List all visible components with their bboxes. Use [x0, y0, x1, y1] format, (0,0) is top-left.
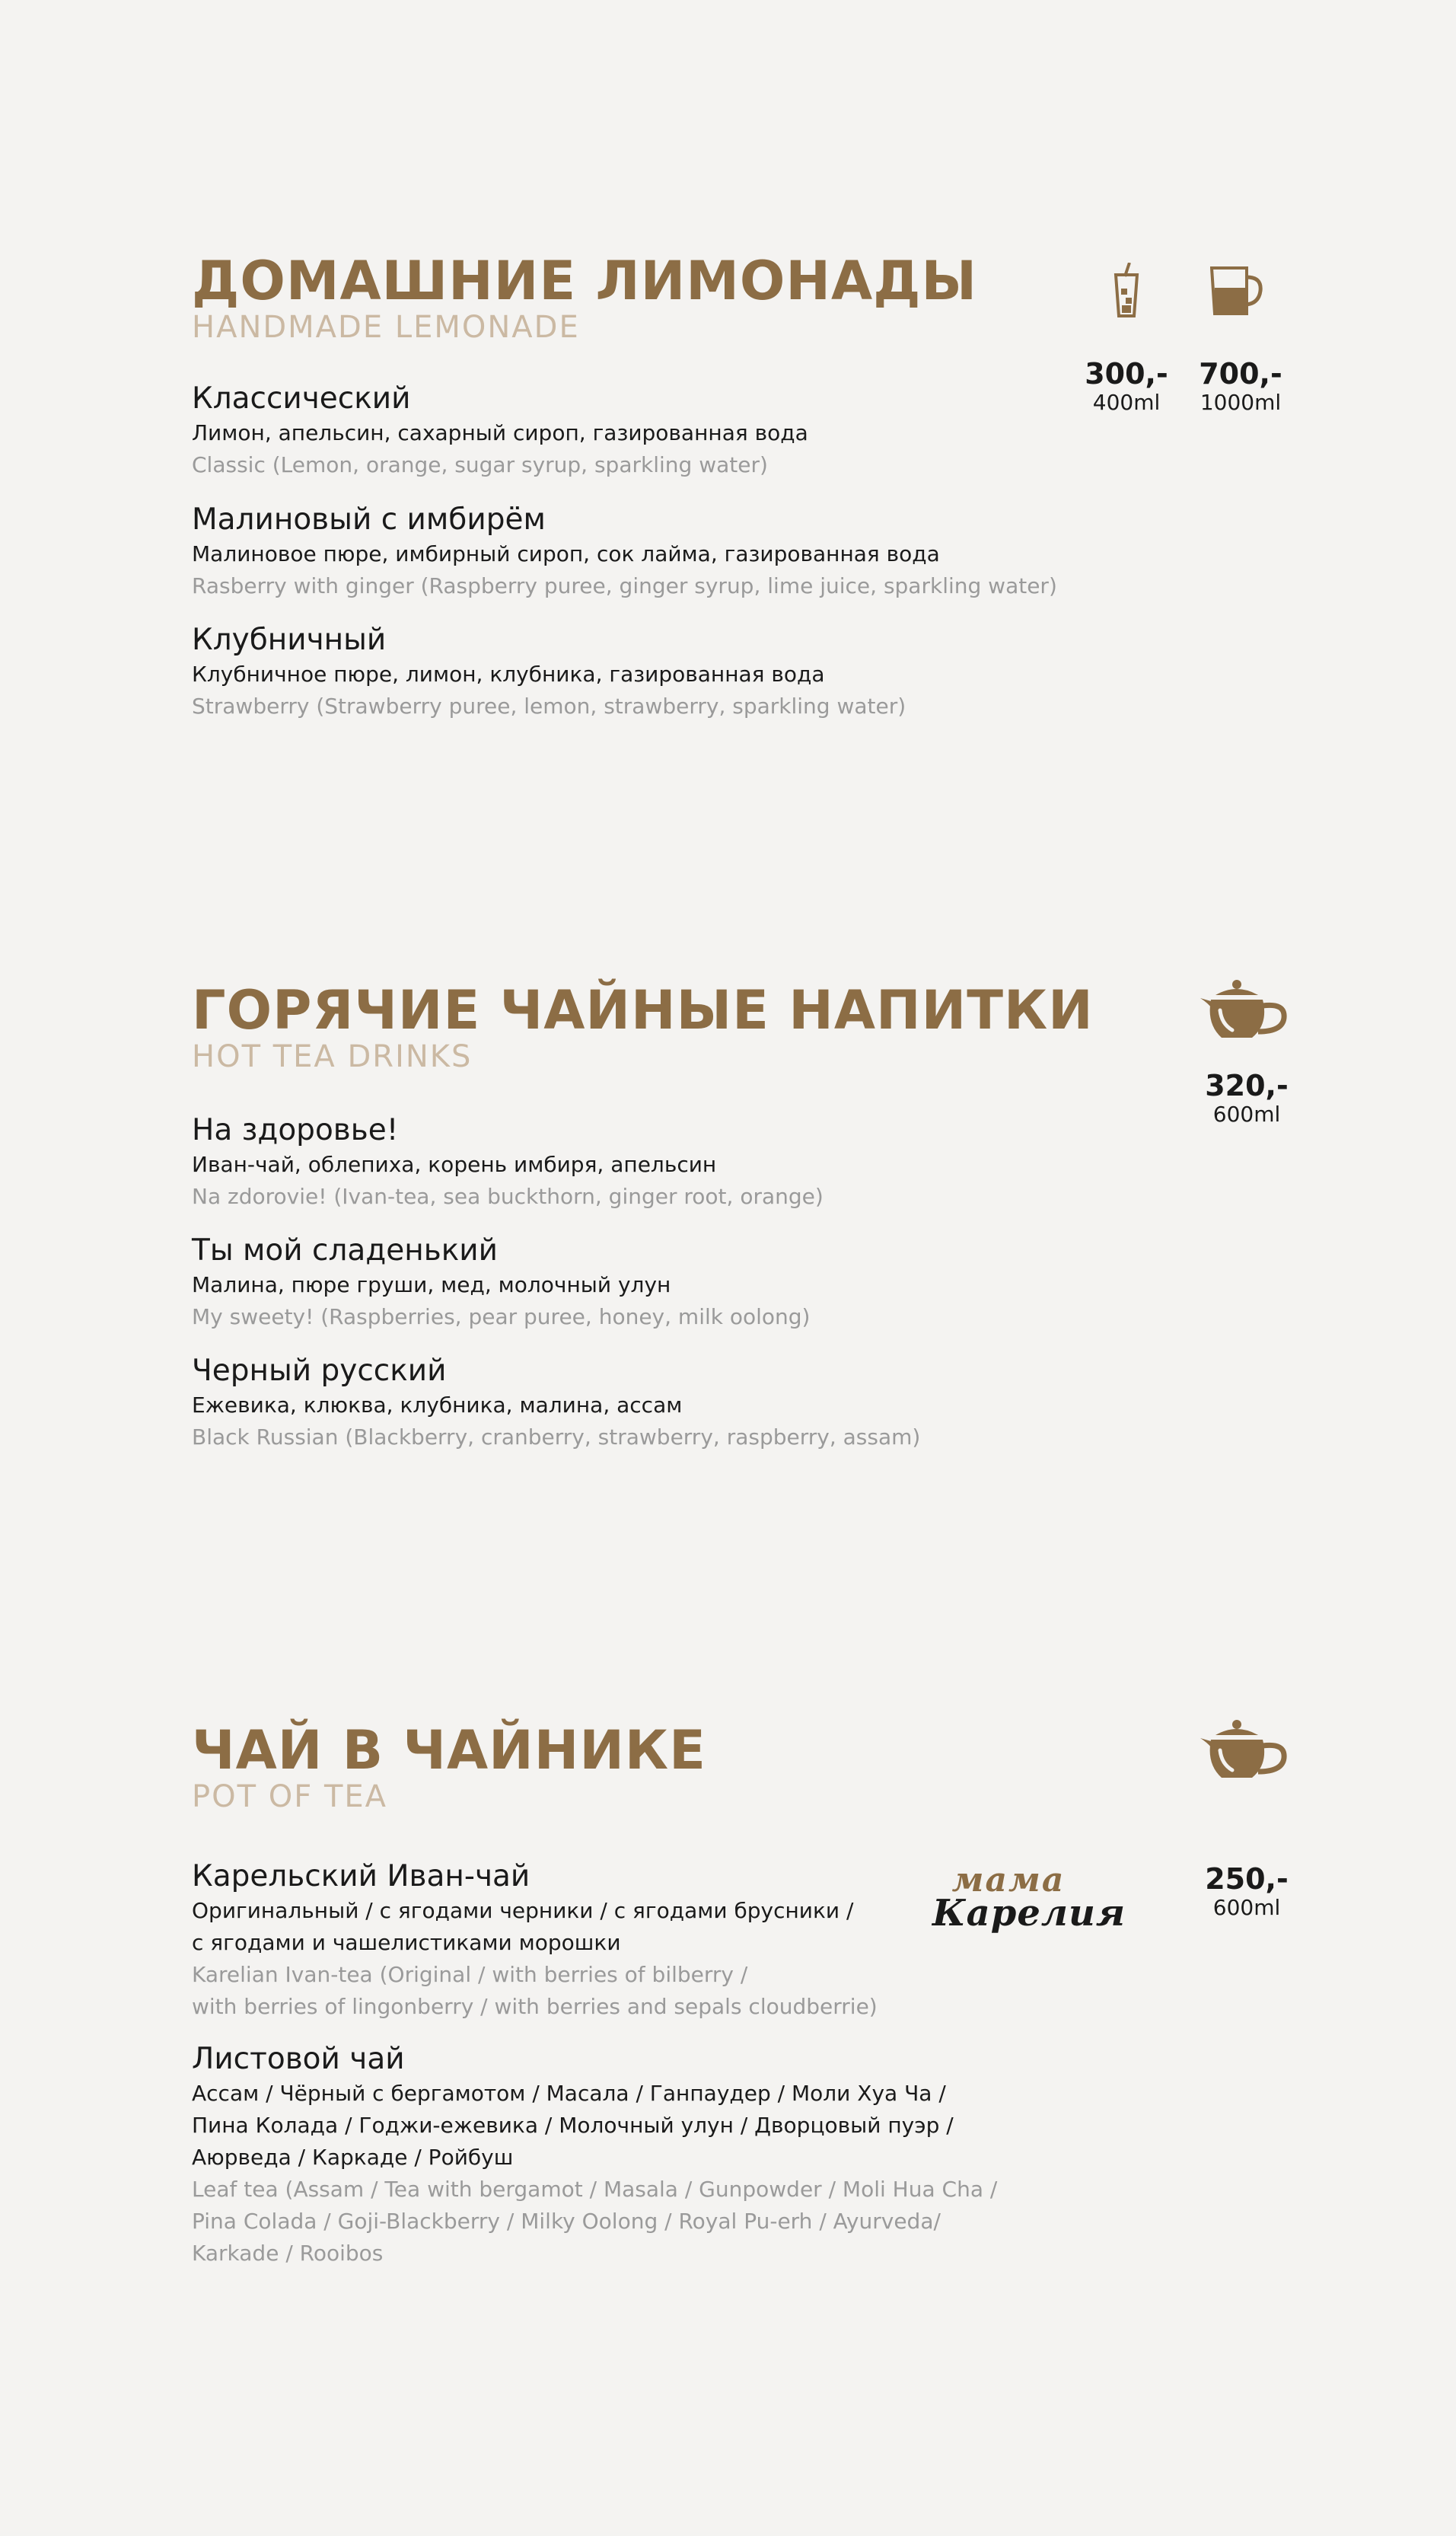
price-600ml [1186, 1863, 1308, 1921]
price-value: 320,- [1205, 1069, 1289, 1102]
item-description-ru: Лимон, апельсин, сахарный сироп, газированная вода [192, 420, 808, 445]
price-value: 700,- [1199, 357, 1282, 391]
list-item [192, 1858, 1126, 2023]
item-name: Классический [192, 381, 411, 416]
item-description-ru: Ежевика, клюква, клубника, малина, ассам [192, 1392, 683, 1418]
item-description-en: Rasberry with ginger (Raspberry puree, ginger syrup, lime juice, sparkling water) [192, 573, 1057, 598]
section-subtitle: POT OF TEA [192, 1779, 388, 1814]
jug-icon [1210, 266, 1263, 317]
item-description-en: Karkade / Rooibos [192, 2241, 384, 2266]
teapot-icon [1199, 978, 1289, 1041]
list-item [192, 2041, 1105, 2270]
list-item [192, 502, 1105, 602]
item-description-en: Na zdorovie! (Ivan-tea, sea buckthorn, ginger root, orange) [192, 1184, 824, 1209]
list-item [192, 1353, 1105, 1453]
item-description-en: Black Russian (Blackberry, cranberry, strawberry, raspberry, assam) [192, 1424, 921, 1450]
section-title: ЧАЙ В ЧАЙНИКЕ [192, 1719, 706, 1782]
price-1000ml [1180, 358, 1301, 416]
item-name: Черный русский [192, 1354, 447, 1388]
price-value: 300,- [1085, 357, 1168, 391]
item-description-ru: Клубничное пюре, лимон, клубника, газированная вода [192, 662, 825, 687]
item-name: На здоровье! [192, 1113, 399, 1147]
price-value: 250,- [1205, 1862, 1289, 1896]
item-description-en: Karelian Ivan-tea (Original / with berries of bilberry / [192, 1962, 748, 1987]
item-description-en: with berries of lingonberry / with berries and sepals cloudberrie) [192, 1994, 878, 2019]
item-description-en: Leaf tea (Assam / Tea with bergamot / Masala / Gunpowder / Moli Hua Cha / [192, 2177, 998, 2202]
item-description-ru: с ягодами и чашелистиками морошки [192, 1930, 621, 1955]
section-lemonade [192, 251, 1333, 344]
teapot-icon [1199, 1718, 1289, 1781]
section-pot-of-tea [192, 1721, 1333, 1813]
item-name: Карельский Иван-чай [192, 1859, 530, 1893]
section-title: ДОМАШНИЕ ЛИМОНАДЫ [192, 250, 978, 312]
item-name: Листовой чай [192, 2042, 405, 2076]
price-volume: 1000ml [1200, 390, 1282, 415]
section-subtitle: HOT TEA DRINKS [192, 1039, 473, 1074]
logo-line2: Карелия [932, 1892, 1126, 1935]
item-name: Малиновый с имбирём [192, 502, 546, 537]
item-description-en: Pina Colada / Goji-Blackberry / Milky Oolong / Royal Pu-erh / Ayurveda/ [192, 2209, 941, 2234]
section-hot-tea-drinks [192, 981, 1333, 1073]
item-description-ru: Пина Колада / Годжи-ежевика / Молочный улун / Дворцовый пуэр / [192, 2113, 954, 2138]
list-item [192, 622, 1105, 723]
item-description-en: My sweety! (Raspberries, pear puree, honey, milk oolong) [192, 1304, 811, 1329]
section-title: ГОРЯЧИЕ ЧАЙНЫЕ НАПИТКИ [192, 979, 1094, 1042]
item-description-ru: Ассам / Чёрный с бергамотом / Масала / Ганпаудер / Моли Хуа Ча / [192, 2081, 946, 2106]
price-600ml [1186, 1070, 1308, 1128]
item-description-ru: Аюрведа / Каркаде / Ройбуш [192, 2145, 514, 2170]
list-item [192, 1233, 1105, 1333]
logo-line1: мама [951, 1861, 1066, 1900]
item-description-en: Strawberry (Strawberry puree, lemon, strawberry, sparkling water) [192, 694, 906, 719]
item-description-en: Classic (Lemon, orange, sugar syrup, sparkling water) [192, 452, 768, 477]
list-item [192, 381, 1105, 481]
item-description-ru: Иван-чай, облепиха, корень имбиря, апельсин [192, 1152, 717, 1177]
price-volume: 600ml [1212, 1895, 1281, 1920]
glass-icon [1113, 263, 1140, 317]
section-subtitle: HANDMADE LEMONADE [192, 310, 580, 345]
item-description-ru: Малина, пюре груши, мед, молочный улун [192, 1272, 671, 1297]
item-description-ru: Малиновое пюре, имбирный сироп, сок лайма, газированная вода [192, 541, 940, 566]
item-name: Ты мой сладенький [192, 1233, 498, 1268]
item-description-ru: Оригинальный / с ягодами черники / с ягодами брусники / [192, 1898, 854, 1923]
price-volume: 600ml [1212, 1102, 1281, 1127]
item-name: Клубничный [192, 623, 387, 657]
list-item [192, 1112, 1105, 1213]
price-volume: 400ml [1092, 390, 1161, 415]
